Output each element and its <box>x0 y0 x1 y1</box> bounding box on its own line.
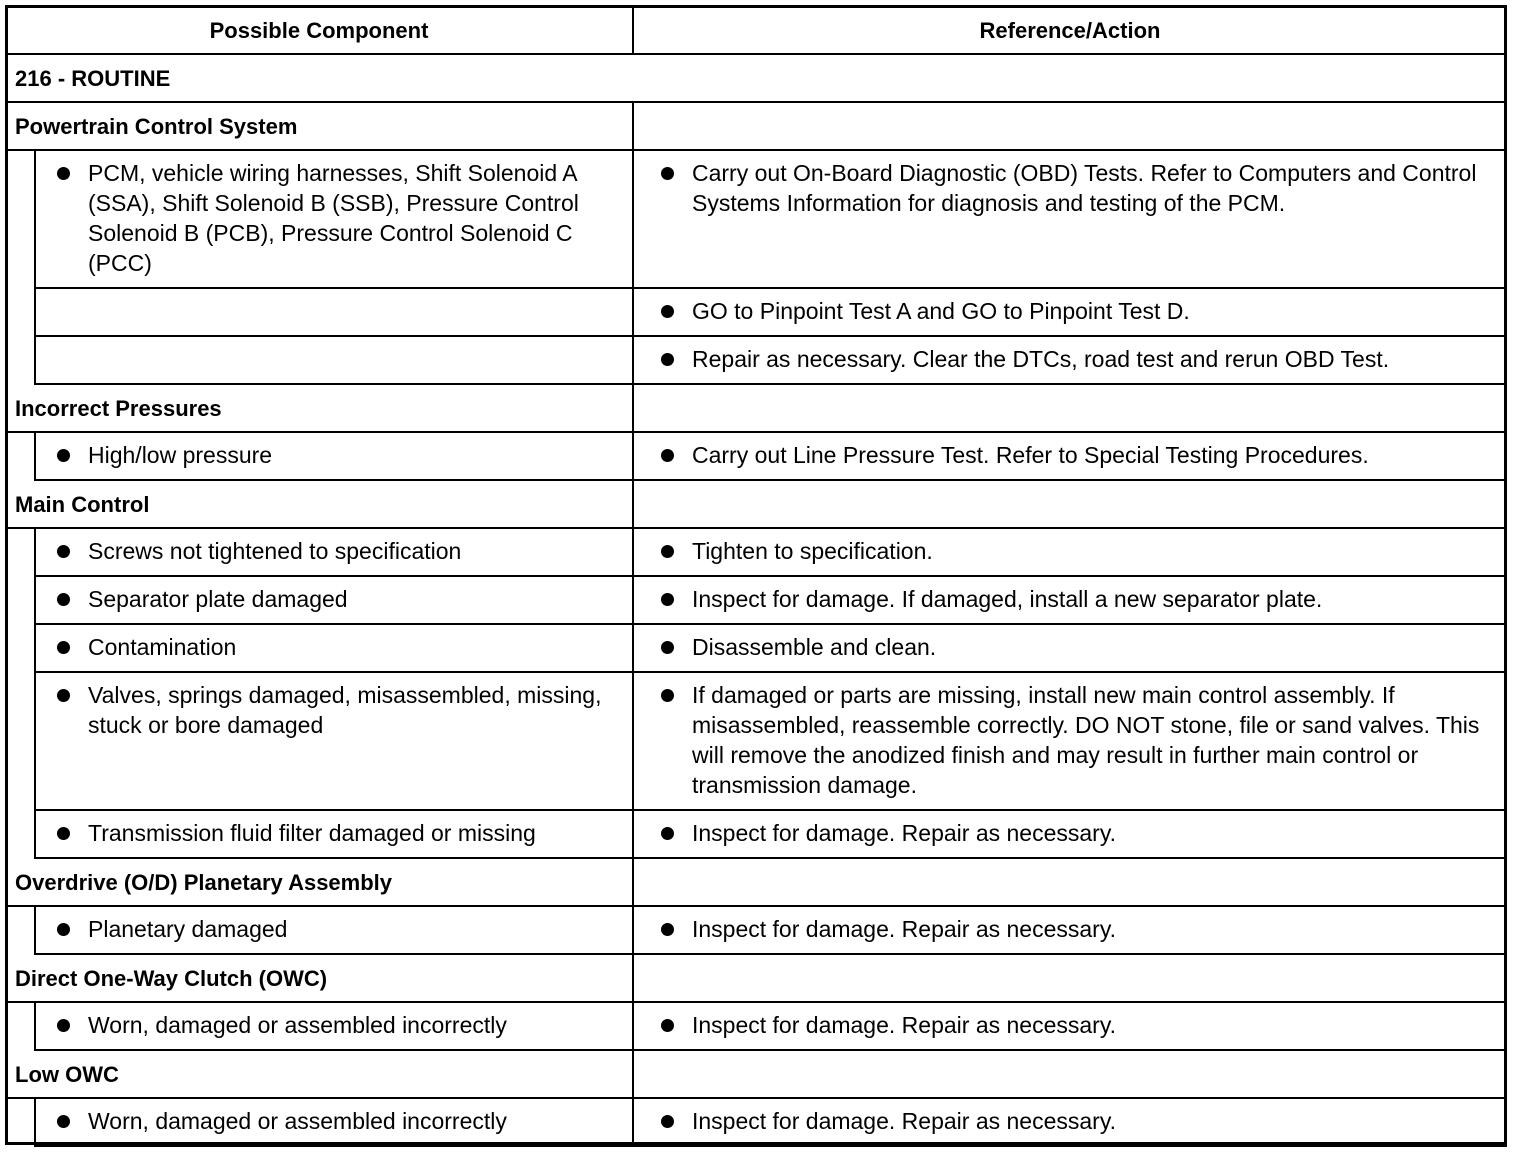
action-text: Inspect for damage. Repair as necessary. <box>692 916 1117 942</box>
bullet-icon <box>57 593 70 606</box>
column-divider <box>632 384 634 432</box>
column-divider <box>34 1002 36 1050</box>
column-divider <box>34 1098 36 1146</box>
column-divider <box>632 432 634 480</box>
section-title: Main Control <box>15 492 150 517</box>
component-text: Planetary damaged <box>88 916 288 942</box>
row-divider <box>5 431 1507 433</box>
action-text: GO to Pinpoint Test A and GO to Pinpoint Test D. <box>692 298 1190 324</box>
component-text: Separator plate damaged <box>88 586 348 612</box>
row-divider <box>34 1049 1507 1051</box>
column-divider <box>34 432 36 480</box>
row-divider <box>34 809 1507 811</box>
column-divider <box>632 672 634 810</box>
section-title: Powertrain Control System <box>15 114 298 139</box>
action-text: Carry out Line Pressure Test. Refer to Special Testing Procedures. <box>692 442 1369 468</box>
column-divider <box>632 480 634 528</box>
component-text: Worn, damaged or assembled incorrectly <box>88 1012 507 1038</box>
component-text: Contamination <box>88 634 237 660</box>
component-text: Worn, damaged or assembled incorrectly <box>88 1108 507 1134</box>
column-divider <box>34 672 36 810</box>
section-title: Incorrect Pressures <box>15 396 222 421</box>
action-text: Disassemble and clean. <box>692 634 937 660</box>
component-text: Screws not tightened to specification <box>88 538 462 564</box>
row-divider <box>34 335 1507 337</box>
bullet-icon <box>661 545 674 558</box>
column-divider <box>632 528 634 576</box>
column-divider <box>632 1050 634 1098</box>
action-text: Tighten to specification. <box>692 538 933 564</box>
column-divider <box>632 954 634 1002</box>
action-text: Inspect for damage. Repair as necessary. <box>692 1012 1117 1038</box>
column-divider <box>632 1002 634 1050</box>
bullet-icon <box>661 641 674 654</box>
row-divider <box>34 287 1507 289</box>
section-title: Low OWC <box>15 1062 119 1087</box>
bullet-icon <box>57 827 70 840</box>
column-divider <box>632 810 634 858</box>
column-divider <box>632 150 634 288</box>
bullet-icon <box>57 545 70 558</box>
bullet-icon <box>661 305 674 318</box>
row-divider <box>5 1097 1507 1099</box>
bullet-icon <box>661 923 674 936</box>
row-divider <box>5 149 1507 151</box>
column-divider <box>34 906 36 954</box>
column-divider <box>632 576 634 624</box>
row-divider <box>5 1001 1507 1003</box>
bullet-icon <box>661 167 674 180</box>
column-divider <box>632 906 634 954</box>
bullet-icon <box>661 449 674 462</box>
row-divider <box>5 53 1507 55</box>
row-divider <box>34 953 1507 955</box>
row-divider <box>5 905 1507 907</box>
action-text: Inspect for damage. Repair as necessary. <box>692 820 1117 846</box>
column-divider <box>34 288 36 336</box>
column-divider <box>34 336 36 384</box>
row-divider <box>5 527 1507 529</box>
component-text: High/low pressure <box>88 442 273 468</box>
bullet-icon <box>57 689 70 702</box>
column-divider <box>34 624 36 672</box>
bullet-icon <box>57 167 70 180</box>
bullet-icon <box>661 1115 674 1128</box>
bullet-icon <box>661 353 674 366</box>
component-text: PCM, vehicle wiring harnesses, Shift Solenoid A (SSA), Shift Solenoid B (SSB), Pressure Control Solenoid B (PCB), Pressure Control Solenoid C (PCC) <box>88 160 579 276</box>
header-reference-action: Reference/Action <box>979 18 1161 43</box>
row-divider <box>34 1145 1507 1147</box>
column-divider <box>34 576 36 624</box>
header-possible-component: Possible Component <box>209 18 429 43</box>
row-divider <box>34 383 1507 385</box>
component-text: Transmission fluid filter damaged or missing <box>88 820 536 846</box>
bullet-icon <box>57 641 70 654</box>
row-divider <box>34 623 1507 625</box>
row-divider <box>34 671 1507 673</box>
bullet-icon <box>57 1019 70 1032</box>
column-divider <box>632 102 634 150</box>
column-divider <box>632 624 634 672</box>
action-text: Repair as necessary. Clear the DTCs, road test and rerun OBD Test. <box>692 346 1390 372</box>
column-divider <box>632 336 634 384</box>
bullet-icon <box>661 593 674 606</box>
row-divider <box>34 479 1507 481</box>
row-divider <box>34 857 1507 859</box>
action-text: Inspect for damage. If damaged, install a new separator plate. <box>692 586 1323 612</box>
bullet-icon <box>661 1019 674 1032</box>
bullet-icon <box>57 1115 70 1128</box>
component-text: Valves, springs damaged, misassembled, missing, stuck or bore damaged <box>88 682 602 738</box>
section-title: Direct One-Way Clutch (OWC) <box>15 966 328 991</box>
row-divider <box>34 575 1507 577</box>
column-divider <box>632 5 634 54</box>
column-divider <box>34 528 36 576</box>
column-divider <box>632 288 634 336</box>
column-divider <box>34 810 36 858</box>
bullet-icon <box>57 923 70 936</box>
column-divider <box>632 858 634 906</box>
row-divider <box>5 101 1507 103</box>
routine-title: 216 - ROUTINE <box>15 66 171 91</box>
action-text: Inspect for damage. Repair as necessary. <box>692 1108 1117 1134</box>
bullet-icon <box>661 689 674 702</box>
section-title: Overdrive (O/D) Planetary Assembly <box>15 870 393 895</box>
column-divider <box>632 1098 634 1146</box>
action-text: If damaged or parts are missing, install new main control assembly. If misassembled, reassemble correctly. DO NOT stone, file or sand valves. This will remove the anodized finish and may result in further main control or transmission damage. <box>692 682 1480 798</box>
action-text: Carry out On-Board Diagnostic (OBD) Tests. Refer to Computers and Control Systems Information for diagnosis and testing of the PCM. <box>692 160 1477 216</box>
column-divider <box>34 150 36 288</box>
bullet-icon <box>661 827 674 840</box>
bullet-icon <box>57 449 70 462</box>
